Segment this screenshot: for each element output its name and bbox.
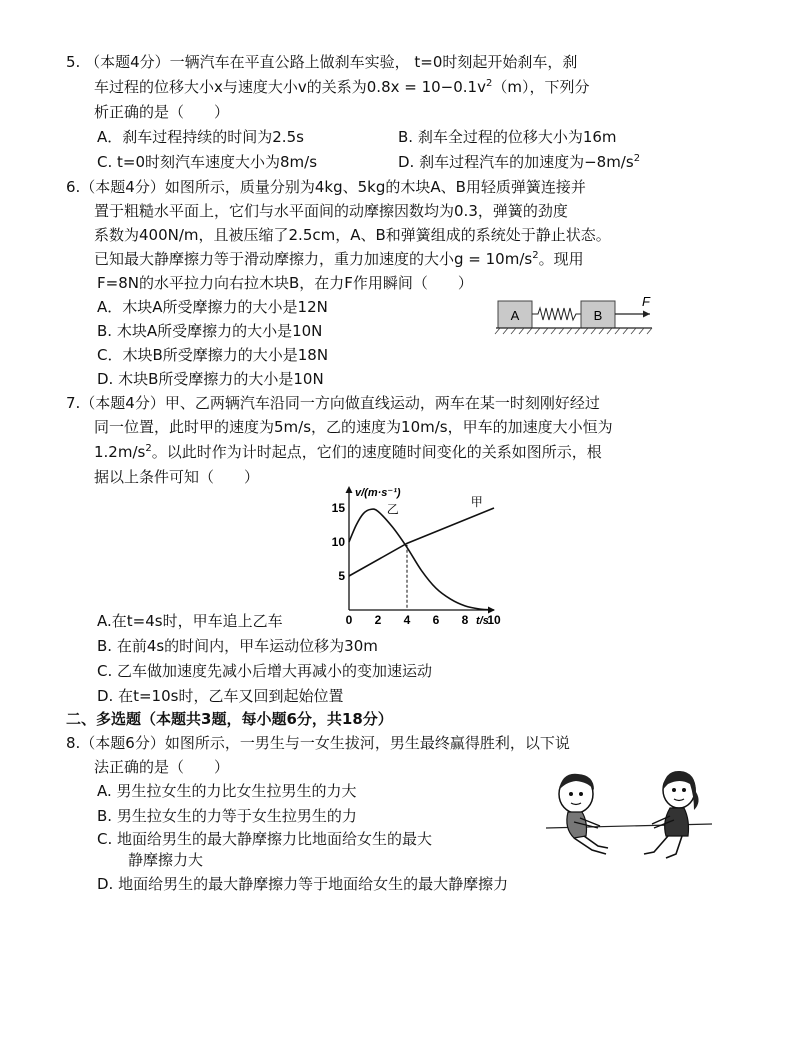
tug-of-war-illustration <box>544 766 714 870</box>
velocity-time-chart <box>318 480 508 628</box>
x-tick-label: 8 <box>461 613 469 627</box>
spring <box>532 308 581 320</box>
series-jia-line <box>349 508 494 576</box>
q6-option-a: A．木块A所受摩擦力的大小是12N <box>97 298 328 316</box>
q5-option-a: A．刹车过程持续的时间为2.5s <box>97 128 304 146</box>
q5-stem-line2: 车过程的位移大小x与速度大小v的关系为$0.8x = 10-0.1v^2(m)$，下列分 <box>94 78 590 96</box>
y-tick-label: 15 <box>331 501 345 515</box>
q7-option-b: B. 在前4s的时间内，甲车运动位移为30m <box>97 637 378 655</box>
q7-stem-line4: 据以上条件可知（ ） <box>94 468 260 486</box>
q5-stem-line1: 5. （本题4分）一辆汽车在平直公路上做刹车实验， t=0时刻起开始刹车，刹 <box>66 53 578 71</box>
q5-option-c: C. t=0时刻汽车速度大小为8m/s <box>97 153 318 171</box>
q6-stem-line3: 系数为400N/m，且被压缩了2.5cm，A、B和弹簧组成的系统处于静止状态。 <box>94 226 611 244</box>
q6-stem-line5: F=8N的水平拉力向右拉木块B，在力F作用瞬间（ ） <box>97 274 473 292</box>
x-axis-label: t/s <box>476 615 489 627</box>
q6-stem-line1: 6.（本题4分）如图所示，质量分别为4kg、5kg的木块A、B用轻质弹簧连接并 <box>66 178 586 196</box>
q5-option-b: B. 刹车全过程的位移大小为16m <box>398 128 617 146</box>
y-axis-arrow <box>346 486 353 493</box>
girl-figure <box>644 771 699 858</box>
y-tick-label: 5 <box>338 569 345 583</box>
series-yi-curve <box>349 509 494 610</box>
q8-option-b: B. 男生拉女生的力等于女生拉男生的力 <box>97 807 357 825</box>
q7-option-a: A.在t=4s时，甲车追上乙车 <box>97 612 283 630</box>
q6-stem-line2: 置于粗糙水平面上，它们与水平面间的动摩擦因数均为0.3，弹簧的劲度 <box>94 202 568 220</box>
q6-option-d: D. 木块B所受摩擦力的大小是10N <box>97 370 324 388</box>
q8-option-d: D. 地面给男生的最大静摩擦力等于地面给女生的最大静摩擦力 <box>97 875 509 893</box>
q7-option-d: D. 在t=10s时，乙车又回到起始位置 <box>97 687 344 705</box>
spring-blocks-diagram <box>494 292 664 338</box>
q8-option-c-line1: C. 地面给男生的最大静摩擦力比地面给女生的最大 <box>97 830 433 848</box>
ground-hatch <box>495 328 652 334</box>
q7-stem-line3: $1.2m/s^2$。以此时作为计时起点，它们的速度随时间变化的关系如图所示，根 <box>94 443 602 461</box>
force-label: F <box>642 294 650 309</box>
x-tick-label: 10 <box>487 613 501 627</box>
y-tick-label: 10 <box>331 535 345 549</box>
series-jia-label: 甲 <box>470 494 483 509</box>
series-yi-label: 乙 <box>386 502 399 517</box>
block-a-label: A <box>510 308 520 323</box>
section-2-title: 二、多选题（本题共3题，每小题6分，共18分） <box>66 710 393 728</box>
q8-option-a: A. 男生拉女生的力比女生拉男生的力大 <box>97 782 357 800</box>
x-tick-label: 4 <box>403 613 411 627</box>
x-tick-label: 0 <box>345 613 353 627</box>
q7-stem-line1: 7.（本题4分）甲、乙两辆汽车沿同一方向做直线运动，两车在某一时刻刚好经过 <box>66 394 600 412</box>
q6-stem-line4: 已知最大静摩擦力等于滑动摩擦力，重力加速度的大小$g = 10m/s^2$。现用 <box>94 250 584 268</box>
q5-stem-line3: 析正确的是（ ） <box>94 103 230 121</box>
block-b-label: B <box>593 308 603 323</box>
q7-option-c: C. 乙车做加速度先减小后增大再减小的变加速运动 <box>97 662 433 680</box>
q6-option-b: B. 木块A所受摩擦力的大小是10N <box>97 322 323 340</box>
q5-option-d: D. 刹车过程汽车的加速度为$-8m/s^2$ <box>398 153 641 171</box>
x-tick-label: 6 <box>432 613 440 627</box>
q7-stem-line2: 同一位置，此时甲的速度为5m/s，乙的速度为10m/s，甲车的加速度大小恒为 <box>94 418 613 436</box>
y-axis-label: v/(m·s⁻¹) <box>355 487 401 499</box>
boy-figure <box>559 774 608 854</box>
q8-stem-line2: 法正确的是（ ） <box>94 758 230 776</box>
x-tick-label: 2 <box>374 613 382 627</box>
q8-option-c-line2: 静摩擦力大 <box>128 851 204 869</box>
q8-stem-line1: 8.（本题6分）如图所示，一男生与一女生拔河，男生最终赢得胜利，以下说 <box>66 734 570 752</box>
q6-option-c: C．木块B所受摩擦力的大小是18N <box>97 346 329 364</box>
force-arrowhead <box>643 311 650 318</box>
